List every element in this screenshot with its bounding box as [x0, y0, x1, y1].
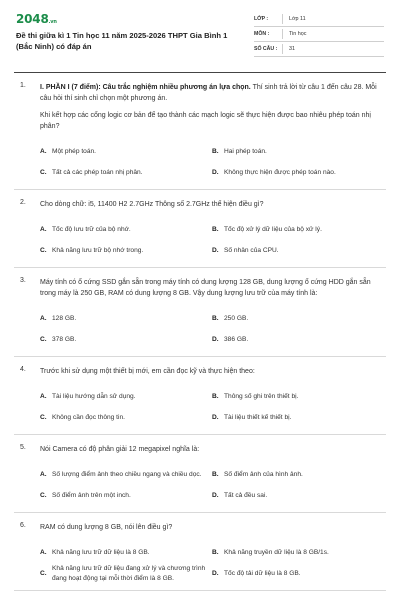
question-separator — [14, 590, 386, 600]
info-value: Lớp 11 — [282, 14, 306, 24]
logo-suffix: .vn — [48, 19, 57, 25]
answer-option-d[interactable] — [212, 162, 384, 183]
question-block — [0, 277, 400, 366]
question-stem — [40, 522, 382, 533]
info-row-class — [254, 12, 384, 27]
question-separator — [14, 189, 386, 199]
option-letter: C. — [40, 246, 47, 254]
question — [0, 444, 400, 506]
answer-option-c[interactable] — [40, 485, 212, 506]
option-text: Số lượng điểm ảnh theo chiều ngang và chiều dọc. — [52, 470, 202, 478]
option-text: Một phép toán. — [52, 147, 96, 155]
question-stem — [40, 199, 382, 210]
answer-option-d[interactable] — [212, 240, 384, 261]
answer-option-b[interactable] — [212, 386, 384, 407]
answer-options — [40, 141, 382, 183]
answer-option-b[interactable] — [212, 542, 384, 563]
option-letter: D. — [212, 491, 219, 499]
option-letter: A. — [40, 470, 47, 478]
answer-option-b[interactable] — [212, 308, 384, 329]
question-separator — [14, 434, 386, 444]
option-letter: B. — [212, 470, 219, 478]
info-label: SỐ CÂU : — [254, 46, 278, 52]
answer-option-d[interactable] — [212, 329, 384, 350]
question-stem — [40, 277, 382, 299]
option-letter: B. — [212, 392, 219, 400]
question-number: 2. — [20, 199, 26, 206]
option-text: 250 GB. — [224, 314, 249, 322]
question-number: 1. — [20, 82, 26, 89]
question-number: 5. — [20, 444, 26, 451]
option-letter: D. — [212, 569, 219, 577]
option-letter: C. — [40, 491, 47, 499]
option-text: Tốc độ lưu trữ của bộ nhớ. — [52, 225, 131, 233]
question-text: Cho dòng chữ: i5, 11400 H2 2.7GHz Thông số 2.7GHz thể hiện điều gì? — [40, 201, 264, 208]
option-letter: C. — [40, 335, 47, 343]
option-letter: D. — [212, 246, 219, 254]
option-letter: D. — [212, 168, 219, 176]
answer-option-b[interactable] — [212, 219, 384, 240]
option-letter: A. — [40, 548, 47, 556]
option-text: Thông số ghi trên thiết bị. — [224, 392, 299, 400]
option-text: Tất cả đều sai. — [224, 491, 268, 499]
answer-option-a[interactable] — [40, 542, 212, 563]
question-text: Nói Camera có độ phân giải 12 megapixel nghĩa là: — [40, 446, 200, 453]
question-block — [0, 522, 400, 600]
option-letter: D. — [212, 413, 219, 421]
option-text: Số điểm ảnh của hình ảnh. — [224, 470, 303, 478]
option-text: 386 GB. — [224, 335, 249, 343]
header-divider — [14, 72, 386, 73]
question-number: 3. — [20, 277, 26, 284]
question-block — [0, 366, 400, 444]
answer-option-c[interactable] — [40, 162, 212, 183]
answer-option-b[interactable] — [212, 464, 384, 485]
question — [0, 522, 400, 584]
answer-options — [40, 308, 382, 350]
answer-options — [40, 542, 382, 584]
answer-option-b[interactable] — [212, 141, 384, 162]
option-letter: C. — [40, 569, 47, 577]
question-prompt: Khi kết hợp các cổng logic cơ bản để tạo thành các mạch logic sẽ thực hiện được bao nhiêu phép toán nhị phân? — [40, 112, 371, 130]
question-number: 6. — [20, 522, 26, 529]
question-block — [0, 199, 400, 277]
option-text: Số điểm ảnh trên một inch. — [52, 491, 131, 499]
answer-options — [40, 464, 382, 506]
question — [0, 366, 400, 428]
option-letter: A. — [40, 225, 47, 233]
option-letter: B. — [212, 548, 219, 556]
answer-options — [40, 219, 382, 261]
section-heading: I. PHẦN I (7 điểm): Câu trắc nghiệm nhiều phương án lựa chọn. — [40, 84, 251, 91]
question-text: RAM có dung lượng 8 GB, nói lên điều gì? — [40, 524, 173, 531]
info-row-count — [254, 42, 384, 57]
question-text: Trước khi sử dụng một thiết bị mới, em cần đọc kỹ và thực hiện theo: — [40, 368, 255, 375]
option-letter: B. — [212, 147, 219, 155]
answer-option-c[interactable] — [40, 563, 212, 584]
answer-option-a[interactable] — [40, 219, 212, 240]
option-text: Không thực hiện được phép toán nào. — [224, 168, 336, 176]
question — [0, 82, 400, 183]
question-stem — [40, 82, 382, 104]
option-letter: B. — [212, 314, 219, 322]
option-text: Khả năng lưu trữ dữ liệu là 8 GB. — [52, 548, 150, 556]
option-letter: D. — [212, 335, 219, 343]
question-stem — [40, 444, 382, 455]
option-text: Tốc độ xử lý dữ liệu của bộ xử lý. — [224, 225, 322, 233]
option-text: Khả năng lưu trữ bộ nhớ trong. — [52, 246, 144, 254]
question-separator — [14, 512, 386, 522]
answer-option-a[interactable] — [40, 386, 212, 407]
info-value: 31 — [282, 44, 295, 54]
option-text: Tài liệu hướng dẫn sử dụng. — [52, 392, 136, 400]
answer-option-a[interactable] — [40, 308, 212, 329]
option-letter: A. — [40, 392, 47, 400]
answer-option-a[interactable] — [40, 464, 212, 485]
option-letter: A. — [40, 147, 47, 155]
option-letter: B. — [212, 225, 219, 233]
question — [0, 277, 400, 350]
answer-option-d[interactable] — [212, 407, 384, 428]
question-block — [0, 444, 400, 522]
option-text: Số nhân của CPU. — [224, 246, 279, 254]
answer-option-d[interactable] — [212, 563, 384, 584]
info-row-subject — [254, 27, 384, 42]
option-text: Khả năng lưu trữ dữ liệu đang xử lý và chương trình đang hoạt động tại mỗi thời điểm là 8 GB. — [52, 564, 206, 582]
logo-text: 2048 — [16, 12, 49, 26]
option-text: Không cần đọc thông tin. — [52, 413, 125, 421]
answer-option-c[interactable] — [40, 329, 212, 350]
info-box — [254, 12, 384, 57]
option-text: Hai phép toán. — [224, 147, 267, 155]
option-text: 378 GB. — [52, 335, 77, 343]
answer-option-a[interactable] — [40, 141, 212, 162]
question-stem — [40, 366, 382, 377]
option-letter: C. — [40, 168, 47, 176]
question-text: Thí sinh trả lời từ câu 1 đến câu 28. Mỗi câu hỏi thí sinh chỉ chọn một phương án. — [40, 84, 377, 102]
question — [0, 199, 400, 261]
option-letter: A. — [40, 314, 47, 322]
question-text: Máy tính có ổ cứng SSD gắn sẵn trong máy tính có dung lượng 128 GB, dung lượng ổ cứng HDD gắn sẵn trong máy là 250 GB, RAM có dung lượng 8 GB. Vậy dung lượng lưu trữ của máy tính là: — [40, 279, 371, 297]
question-separator — [14, 267, 386, 277]
answer-options — [40, 386, 382, 428]
answer-option-c[interactable] — [40, 240, 212, 261]
answer-option-d[interactable] — [212, 485, 384, 506]
option-text: Khả năng truyền dữ liệu là 8 GB/1s. — [224, 548, 329, 556]
question-list — [0, 82, 400, 600]
question-number: 4. — [20, 366, 26, 373]
document-title: Đề thi giữa kì 1 Tin học 11 năm 2025-2026 THPT Gia Bình 1 (Bắc Ninh) có đáp án — [16, 31, 228, 51]
option-letter: C. — [40, 413, 47, 421]
option-text: 128 GB. — [52, 314, 77, 322]
question-block — [0, 82, 400, 199]
info-label: LỚP : — [254, 16, 269, 22]
info-value: Tin học — [282, 29, 306, 39]
info-label: MÔN : — [254, 31, 270, 37]
option-text: Tốc độ tải dữ liệu là 8 GB. — [224, 569, 301, 577]
page-header — [0, 0, 400, 60]
option-text: Tất cả các phép toán nhị phân. — [52, 168, 143, 176]
option-text: Tài liệu thiết kế thiết bị. — [224, 413, 292, 421]
answer-option-c[interactable] — [40, 407, 212, 428]
question-separator — [14, 356, 386, 366]
